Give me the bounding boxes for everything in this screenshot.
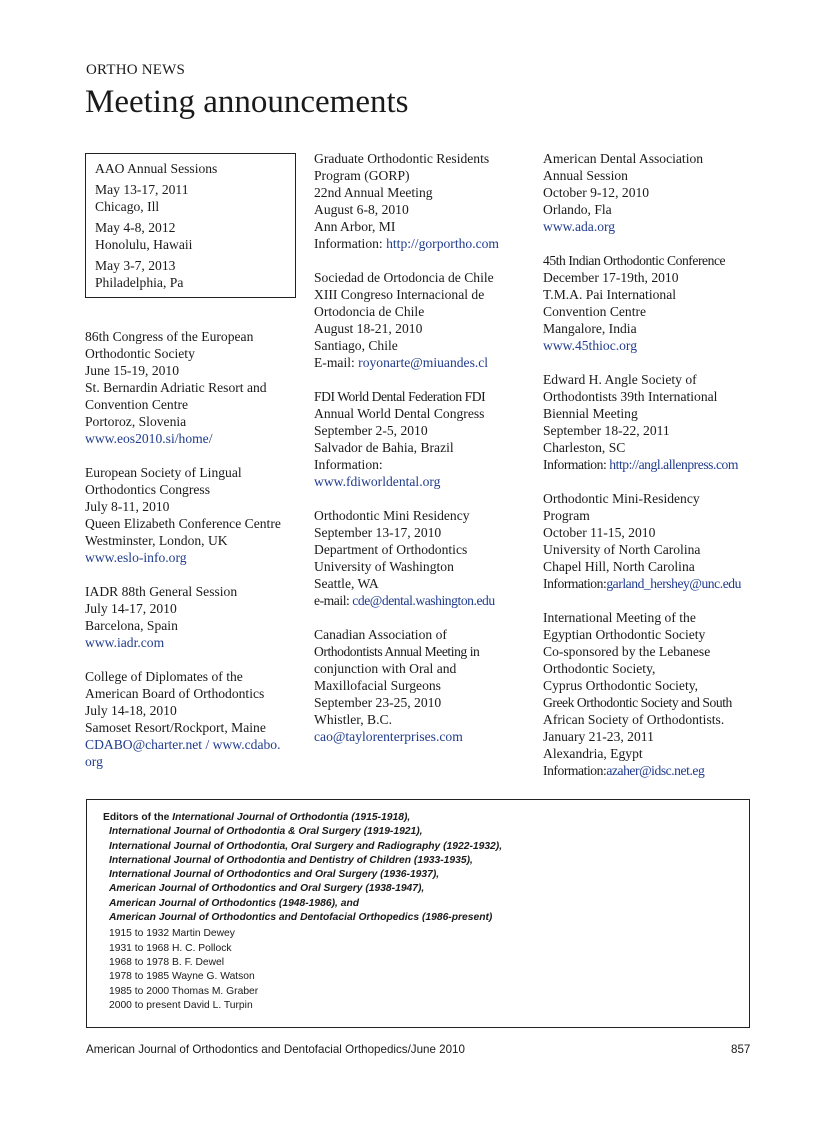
info-label: Information: — [543, 576, 607, 591]
entry-line: Samoset Resort/Rockport, Maine — [85, 720, 266, 735]
editor-item: 1978 to 1985 Wayne G. Watson — [109, 971, 255, 983]
entry-link[interactable]: http://gorportho.com — [386, 236, 500, 251]
entry-line: Westminster, London, UK — [85, 533, 228, 548]
entry-line: December 17-19th, 2010 — [543, 270, 679, 285]
editors-heading — [103, 811, 733, 825]
journal-line — [103, 825, 733, 839]
session-location: Honolulu, Hawaii — [95, 237, 193, 252]
entry-link[interactable]: royonarte@miuandes.cl — [358, 355, 489, 370]
entry-line: University of Washington — [314, 559, 454, 574]
entry-line: Maxillofacial Surgeons — [314, 678, 441, 693]
entry-line: T.M.A. Pai International — [543, 287, 677, 302]
entry-line: Co-sponsored by the Lebanese — [543, 644, 711, 659]
entry-line: Charleston, SC — [543, 440, 626, 455]
session-location: Chicago, Ill — [95, 199, 160, 214]
entry-line: 86th Congress of the European — [85, 329, 254, 344]
journal-line — [103, 911, 733, 925]
meeting-entry — [543, 252, 758, 354]
editors-box — [86, 799, 750, 1028]
entry-line: July 14-17, 2010 — [85, 601, 177, 616]
journal-line — [103, 897, 733, 911]
journal-name: American Journal of Orthodontics and Oral Surgery (1938-1947), — [109, 883, 425, 895]
entry-line: August 6-8, 2010 — [314, 202, 409, 217]
entry-line: FDI World Dental Federation FDI — [314, 389, 486, 404]
entry-line: Ortodoncia de Chile — [314, 304, 425, 319]
info-label: Information: — [543, 457, 610, 472]
entry-line: Santiago, Chile — [314, 338, 398, 353]
entry-line: Mangalore, India — [543, 321, 637, 336]
entry-line: Department of Orthodontics — [314, 542, 468, 557]
entry-line: Annual Session — [543, 168, 628, 183]
meeting-entry — [543, 150, 758, 235]
entry-line: International Meeting of the — [543, 610, 696, 625]
aao-session — [95, 181, 286, 215]
entry-line: Chapel Hill, North Carolina — [543, 559, 695, 574]
entry-link[interactable]: http://angl.allenpress.com — [609, 457, 739, 472]
entry-line: College of Diplomates of the — [85, 669, 243, 684]
journal-name: International Journal of Orthodontia (1915-1918), — [172, 812, 411, 823]
entry-line: American Board of Orthodontics — [85, 686, 265, 701]
meeting-entry — [314, 269, 532, 371]
footer-journal: American Journal of Orthodontics and Dentofacial Orthopedics/June 2010 — [86, 1043, 465, 1056]
aao-session — [95, 219, 286, 253]
entry-line: June 15-19, 2010 — [85, 363, 180, 378]
entry-line: September 2-5, 2010 — [314, 423, 428, 438]
session-dates: May 13-17, 2011 — [95, 182, 189, 197]
entry-link[interactable]: garland_hershey@unc.edu — [606, 576, 741, 591]
aao-sessions-box — [85, 153, 296, 298]
editor-item: 1968 to 1978 B. F. Dewel — [109, 956, 225, 968]
column-1 — [85, 153, 297, 787]
entry-line: Salvador de Bahia, Brazil — [314, 440, 454, 455]
entry-info — [314, 354, 532, 371]
entry-line: October 9-12, 2010 — [543, 185, 650, 200]
entry-line: September 18-22, 2011 — [543, 423, 670, 438]
entry-line: Convention Centre — [543, 304, 647, 319]
entry-line: Biennial Meeting — [543, 406, 638, 421]
info-label: E-mail: — [314, 355, 359, 370]
entry-line: Orthodontics Congress — [85, 482, 210, 497]
aao-session — [95, 257, 286, 291]
journal-name: International Journal of Orthodontia and Dentistry of Children (1933-1935), — [109, 854, 473, 866]
info-label: e-mail: — [314, 593, 353, 608]
entry-line: Cyprus Orthodontic Society, — [543, 678, 699, 693]
entry-link[interactable]: org — [85, 754, 103, 769]
entry-line: Alexandria, Egypt — [543, 746, 643, 761]
meeting-entry — [85, 328, 297, 447]
entry-line: Canadian Association of — [314, 627, 447, 642]
entry-link[interactable]: www.ada.org — [543, 219, 616, 234]
page-number: 857 — [731, 1043, 751, 1056]
entry-line: Orlando, Fla — [543, 202, 612, 217]
entry-info — [543, 575, 758, 592]
entry-line: Orthodontists 39th International — [543, 389, 718, 404]
entry-line: Sociedad de Ortodoncia de Chile — [314, 270, 494, 285]
entry-link[interactable]: CDABO@charter.net / www.cdabo. — [85, 737, 281, 752]
entry-line: January 21-23, 2011 — [543, 729, 654, 744]
entry-line: Orthodontic Society, — [543, 661, 656, 676]
entry-line: October 11-15, 2010 — [543, 525, 656, 540]
session-location: Philadelphia, Pa — [95, 275, 184, 290]
entry-link[interactable]: www.fdiworldental.org — [314, 474, 441, 489]
meeting-entry — [314, 150, 532, 252]
entry-line: Orthodontists Annual Meeting in — [314, 644, 480, 659]
journal-suffix: and — [337, 897, 360, 909]
session-dates: May 4-8, 2012 — [95, 220, 176, 235]
entry-line: August 18-21, 2010 — [314, 321, 423, 336]
entry-line: African Society of Orthodontists. — [543, 712, 725, 727]
meeting-entry — [85, 583, 297, 651]
entry-line: Greek Orthodontic Society and South — [543, 695, 732, 710]
meeting-entry — [543, 490, 758, 592]
editors-list — [103, 927, 733, 1013]
entry-line: Seattle, WA — [314, 576, 379, 591]
entry-line: XIII Congreso Internacional de — [314, 287, 485, 302]
journal-name: American Journal of Orthodontics and Dentofacial Orthopedics (1986-present) — [109, 912, 493, 924]
editors-intro: Editors of the — [103, 812, 173, 823]
entry-line: American Dental Association — [543, 151, 704, 166]
meeting-entry — [314, 626, 532, 745]
session-dates: May 3-7, 2013 — [95, 258, 176, 273]
entry-link[interactable]: www.iadr.com — [85, 635, 165, 650]
entry-link[interactable]: www.eos2010.si/home/ — [85, 431, 213, 446]
entry-line: Barcelona, Spain — [85, 618, 178, 633]
entry-line: 45th Indian Orthodontic Conference — [543, 253, 726, 268]
journal-name: International Journal of Orthodontia & Oral Surgery (1919-1921), — [109, 826, 423, 838]
entry-line: University of North Carolina — [543, 542, 701, 557]
aao-box-title: AAO Annual Sessions — [95, 161, 218, 176]
journal-name: American Journal of Orthodontics (1948-1986), — [109, 897, 338, 909]
column-3 — [543, 150, 758, 796]
journal-line — [103, 840, 733, 854]
editor-item: 1931 to 1968 H. C. Pollock — [109, 942, 232, 954]
entry-line: Orthodontic Society — [85, 346, 195, 361]
entry-line: 22nd Annual Meeting — [314, 185, 433, 200]
editor-item: 1915 to 1932 Martin Dewey — [109, 928, 235, 940]
entry-line: Orthodontic Mini Residency — [314, 508, 470, 523]
entry-link[interactable]: azaher@idsc.net.eg — [606, 763, 705, 778]
entry-line: Program — [543, 508, 590, 523]
entry-line: Egyptian Orthodontic Society — [543, 627, 706, 642]
entry-line: Convention Centre — [85, 397, 189, 412]
entry-line: September 13-17, 2010 — [314, 525, 442, 540]
meeting-entry — [543, 609, 758, 779]
meeting-entry — [85, 668, 297, 770]
entry-line: Edward H. Angle Society of — [543, 372, 697, 387]
entry-line: Orthodontic Mini-Residency — [543, 491, 700, 506]
section-label: ORTHO NEWS — [86, 62, 186, 78]
entry-info — [314, 592, 532, 609]
entry-line: conjunction with Oral and — [314, 661, 457, 676]
editor-item: 2000 to present David L. Turpin — [109, 999, 253, 1011]
entry-info — [543, 456, 758, 473]
editor-item: 1985 to 2000 Thomas M. Graber — [109, 985, 259, 997]
entry-line: Graduate Orthodontic Residents — [314, 151, 490, 166]
entry-line: July 14-18, 2010 — [85, 703, 177, 718]
journal-line — [103, 882, 733, 896]
journal-line — [103, 854, 733, 868]
entry-link[interactable]: www.eslo-info.org — [85, 550, 187, 565]
entry-line: Program (GORP) — [314, 168, 410, 183]
entry-line: Ann Arbor, MI — [314, 219, 396, 234]
meeting-entry — [314, 507, 532, 609]
journal-name: International Journal of Orthodontics and Oral Surgery (1936-1937), — [109, 869, 440, 881]
entry-line: Queen Elizabeth Conference Centre — [85, 516, 281, 531]
meeting-entry — [314, 388, 532, 490]
entry-line: St. Bernardin Adriatic Resort and — [85, 380, 267, 395]
entry-line: European Society of Lingual — [85, 465, 242, 480]
entry-info — [543, 762, 758, 779]
column-2 — [314, 150, 532, 762]
entry-link[interactable]: www.45thioc.org — [543, 338, 638, 353]
entry-link[interactable]: cde@dental.washington.edu — [352, 593, 495, 608]
meeting-entry — [85, 464, 297, 566]
journal-line — [103, 868, 733, 882]
journal-name: International Journal of Orthodontia, Oral Surgery and Radiography (1922-1932), — [109, 840, 503, 852]
page-title: Meeting announcements — [85, 84, 409, 120]
entry-line: Portoroz, Slovenia — [85, 414, 187, 429]
entry-line: September 23-25, 2010 — [314, 695, 442, 710]
entry-link[interactable]: cao@taylorenterprises.com — [314, 729, 463, 744]
entry-line: Annual World Dental Congress — [314, 406, 485, 421]
entry-line: July 8-11, 2010 — [85, 499, 170, 514]
info-label: Information: — [543, 763, 607, 778]
entry-line: Whistler, B.C. — [314, 712, 392, 727]
meeting-entry — [543, 371, 758, 473]
entry-line: Information: — [314, 457, 383, 472]
info-label: Information: — [314, 236, 387, 251]
entry-line: IADR 88th General Session — [85, 584, 238, 599]
entry-info — [314, 235, 532, 252]
